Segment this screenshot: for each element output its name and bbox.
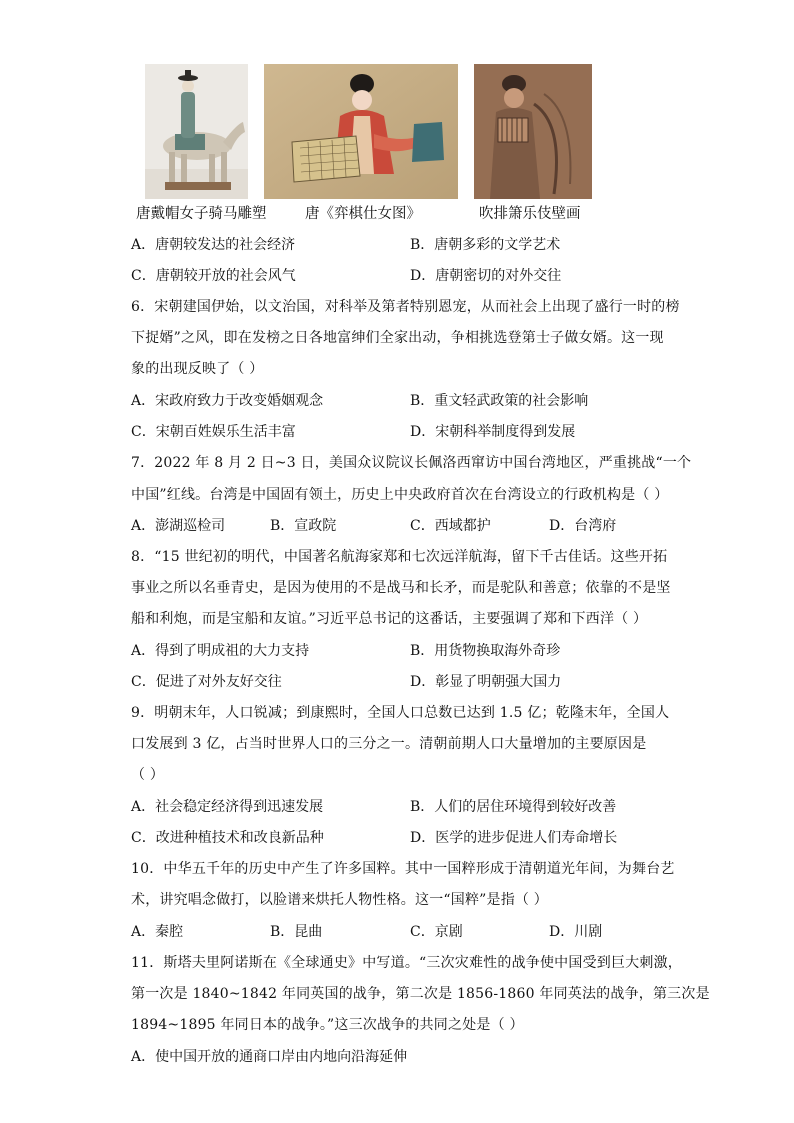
image-caption-3: 吹排箫乐伎壁画 xyxy=(479,206,581,222)
court-lady-go-painting-image xyxy=(264,64,458,199)
q8-option-d[interactable]: D．彰显了明朝强大国力 xyxy=(410,674,562,690)
q5-option-a[interactable]: A．唐朝较发达的社会经济 xyxy=(131,237,296,253)
q6-option-d[interactable]: D．宋朝科举制度得到发展 xyxy=(410,424,576,440)
horse-rider-figurine-image xyxy=(145,64,248,199)
q6-option-a[interactable]: A．宋政府致力于改变婚姻观念 xyxy=(131,393,324,409)
q11-stem-line-3: 1894~1895 年同日本的战争。”这三次战争的共同之处是（ ） xyxy=(131,1017,524,1033)
q8-option-b[interactable]: B．用货物换取海外奇珍 xyxy=(410,643,561,659)
q6-stem-line-1: 6．宋朝建国伊始，以文治国，对科举及第者特别恩宠，从而社会上出现了盛行一时的榜 xyxy=(131,299,680,315)
q5-option-b[interactable]: B．唐朝多彩的文学艺术 xyxy=(410,237,561,253)
q10-option-b[interactable]: B．昆曲 xyxy=(270,924,323,940)
q7-option-c[interactable]: C．西域都护 xyxy=(410,518,491,534)
q10-option-a[interactable]: A．秦腔 xyxy=(131,924,184,940)
image-row xyxy=(0,64,794,204)
q11-option-a[interactable]: A．使中国开放的通商口岸由内地向沿海延伸 xyxy=(131,1049,408,1065)
q6-option-b[interactable]: B．重文轻武政策的社会影响 xyxy=(410,393,589,409)
q7-option-d[interactable]: D．台湾府 xyxy=(549,518,617,534)
q10-stem-line-2: 术，讲究唱念做打，以脸谱来烘托人物性格。这一“国粹”是指（ ） xyxy=(131,892,548,908)
q5-option-c[interactable]: C．唐朝较开放的社会风气 xyxy=(131,268,296,284)
q6-option-c[interactable]: C．宋朝百姓娱乐生活丰富 xyxy=(131,424,296,440)
q7-stem-line-1: 7．2022 年 8 月 2 日~3 日，美国众议院议长佩洛西窜访中国台湾地区，严重挑战“一个 xyxy=(131,455,692,471)
image-caption-2: 唐《弈棋仕女图》 xyxy=(305,206,421,222)
q9-stem-line-1: 9．明朝末年，人口锐减；到康熙时，全国人口总数已达到 1.5 亿；乾隆末年，全国人 xyxy=(131,705,670,721)
horse-rider-figurine-icon xyxy=(145,64,248,199)
q10-option-d[interactable]: D．川剧 xyxy=(549,924,603,940)
court-lady-playing-go-icon xyxy=(264,64,458,199)
q8-stem-line-2: 事业之所以名垂青史，是因为使用的不是战马和长矛，而是驼队和善意；依靠的不是坚 xyxy=(131,580,671,596)
q7-option-b[interactable]: B．宣政院 xyxy=(270,518,337,534)
q7-stem-line-2: 中国”红线。台湾是中国固有领土，历史上中央政府首次在台湾设立的行政机构是（ ） xyxy=(131,487,669,503)
q6-stem-line-3: 象的出现反映了（ ） xyxy=(131,361,264,377)
q8-stem-line-3: 船和利炮，而是宝船和友谊。”习近平总书记的这番话，主要强调了郑和下西洋（ ） xyxy=(131,611,648,627)
q9-stem-line-3: （ ） xyxy=(131,767,165,783)
q9-option-c[interactable]: C．改进种植技术和改良新品种 xyxy=(131,830,324,846)
q7-option-a[interactable]: A．澎湖巡检司 xyxy=(131,518,226,534)
musician-mural-image xyxy=(474,64,592,199)
q9-option-b[interactable]: B．人们的居住环境得到较好改善 xyxy=(410,799,617,815)
image-caption-1: 唐戴帽女子骑马雕塑 xyxy=(136,206,267,222)
q9-stem-line-2: 口发展到 3 亿，占当时世界人口的三分之一。清朝前期人口大量增加的主要原因是 xyxy=(131,736,647,752)
q6-stem-line-2: 下捉婿”之风，即在发榜之日各地富绅们全家出动，争相挑选登第士子做女婿。这一现 xyxy=(131,330,664,346)
q5-option-d[interactable]: D．唐朝密切的对外交往 xyxy=(410,268,562,284)
q8-option-c[interactable]: C．促进了对外友好交往 xyxy=(131,674,282,690)
musician-mural-icon xyxy=(474,64,592,199)
q8-stem-line-1: 8．“15 世纪初的明代，中国著名航海家郑和七次远洋航海，留下千古佳话。这些开拓 xyxy=(131,549,668,565)
q9-option-d[interactable]: D．医学的进步促进人们寿命增长 xyxy=(410,830,618,846)
q8-option-a[interactable]: A．得到了明成祖的大力支持 xyxy=(131,643,310,659)
q11-stem-line-1: 11．斯塔夫里阿诺斯在《全球通史》中写道。“三次灾难性的战争使中国受到巨大刺激， xyxy=(131,955,682,971)
q9-option-a[interactable]: A．社会稳定经济得到迅速发展 xyxy=(131,799,324,815)
q10-stem-line-1: 10．中华五千年的历史中产生了许多国粹。其中一国粹形成于清朝道光年间，为舞台艺 xyxy=(131,861,675,877)
q11-stem-line-2: 第一次是 1840~1842 年同英国的战争，第二次是 1856-1860 年同英法的战争，第三次是 xyxy=(131,986,710,1002)
q10-option-c[interactable]: C．京剧 xyxy=(410,924,463,940)
